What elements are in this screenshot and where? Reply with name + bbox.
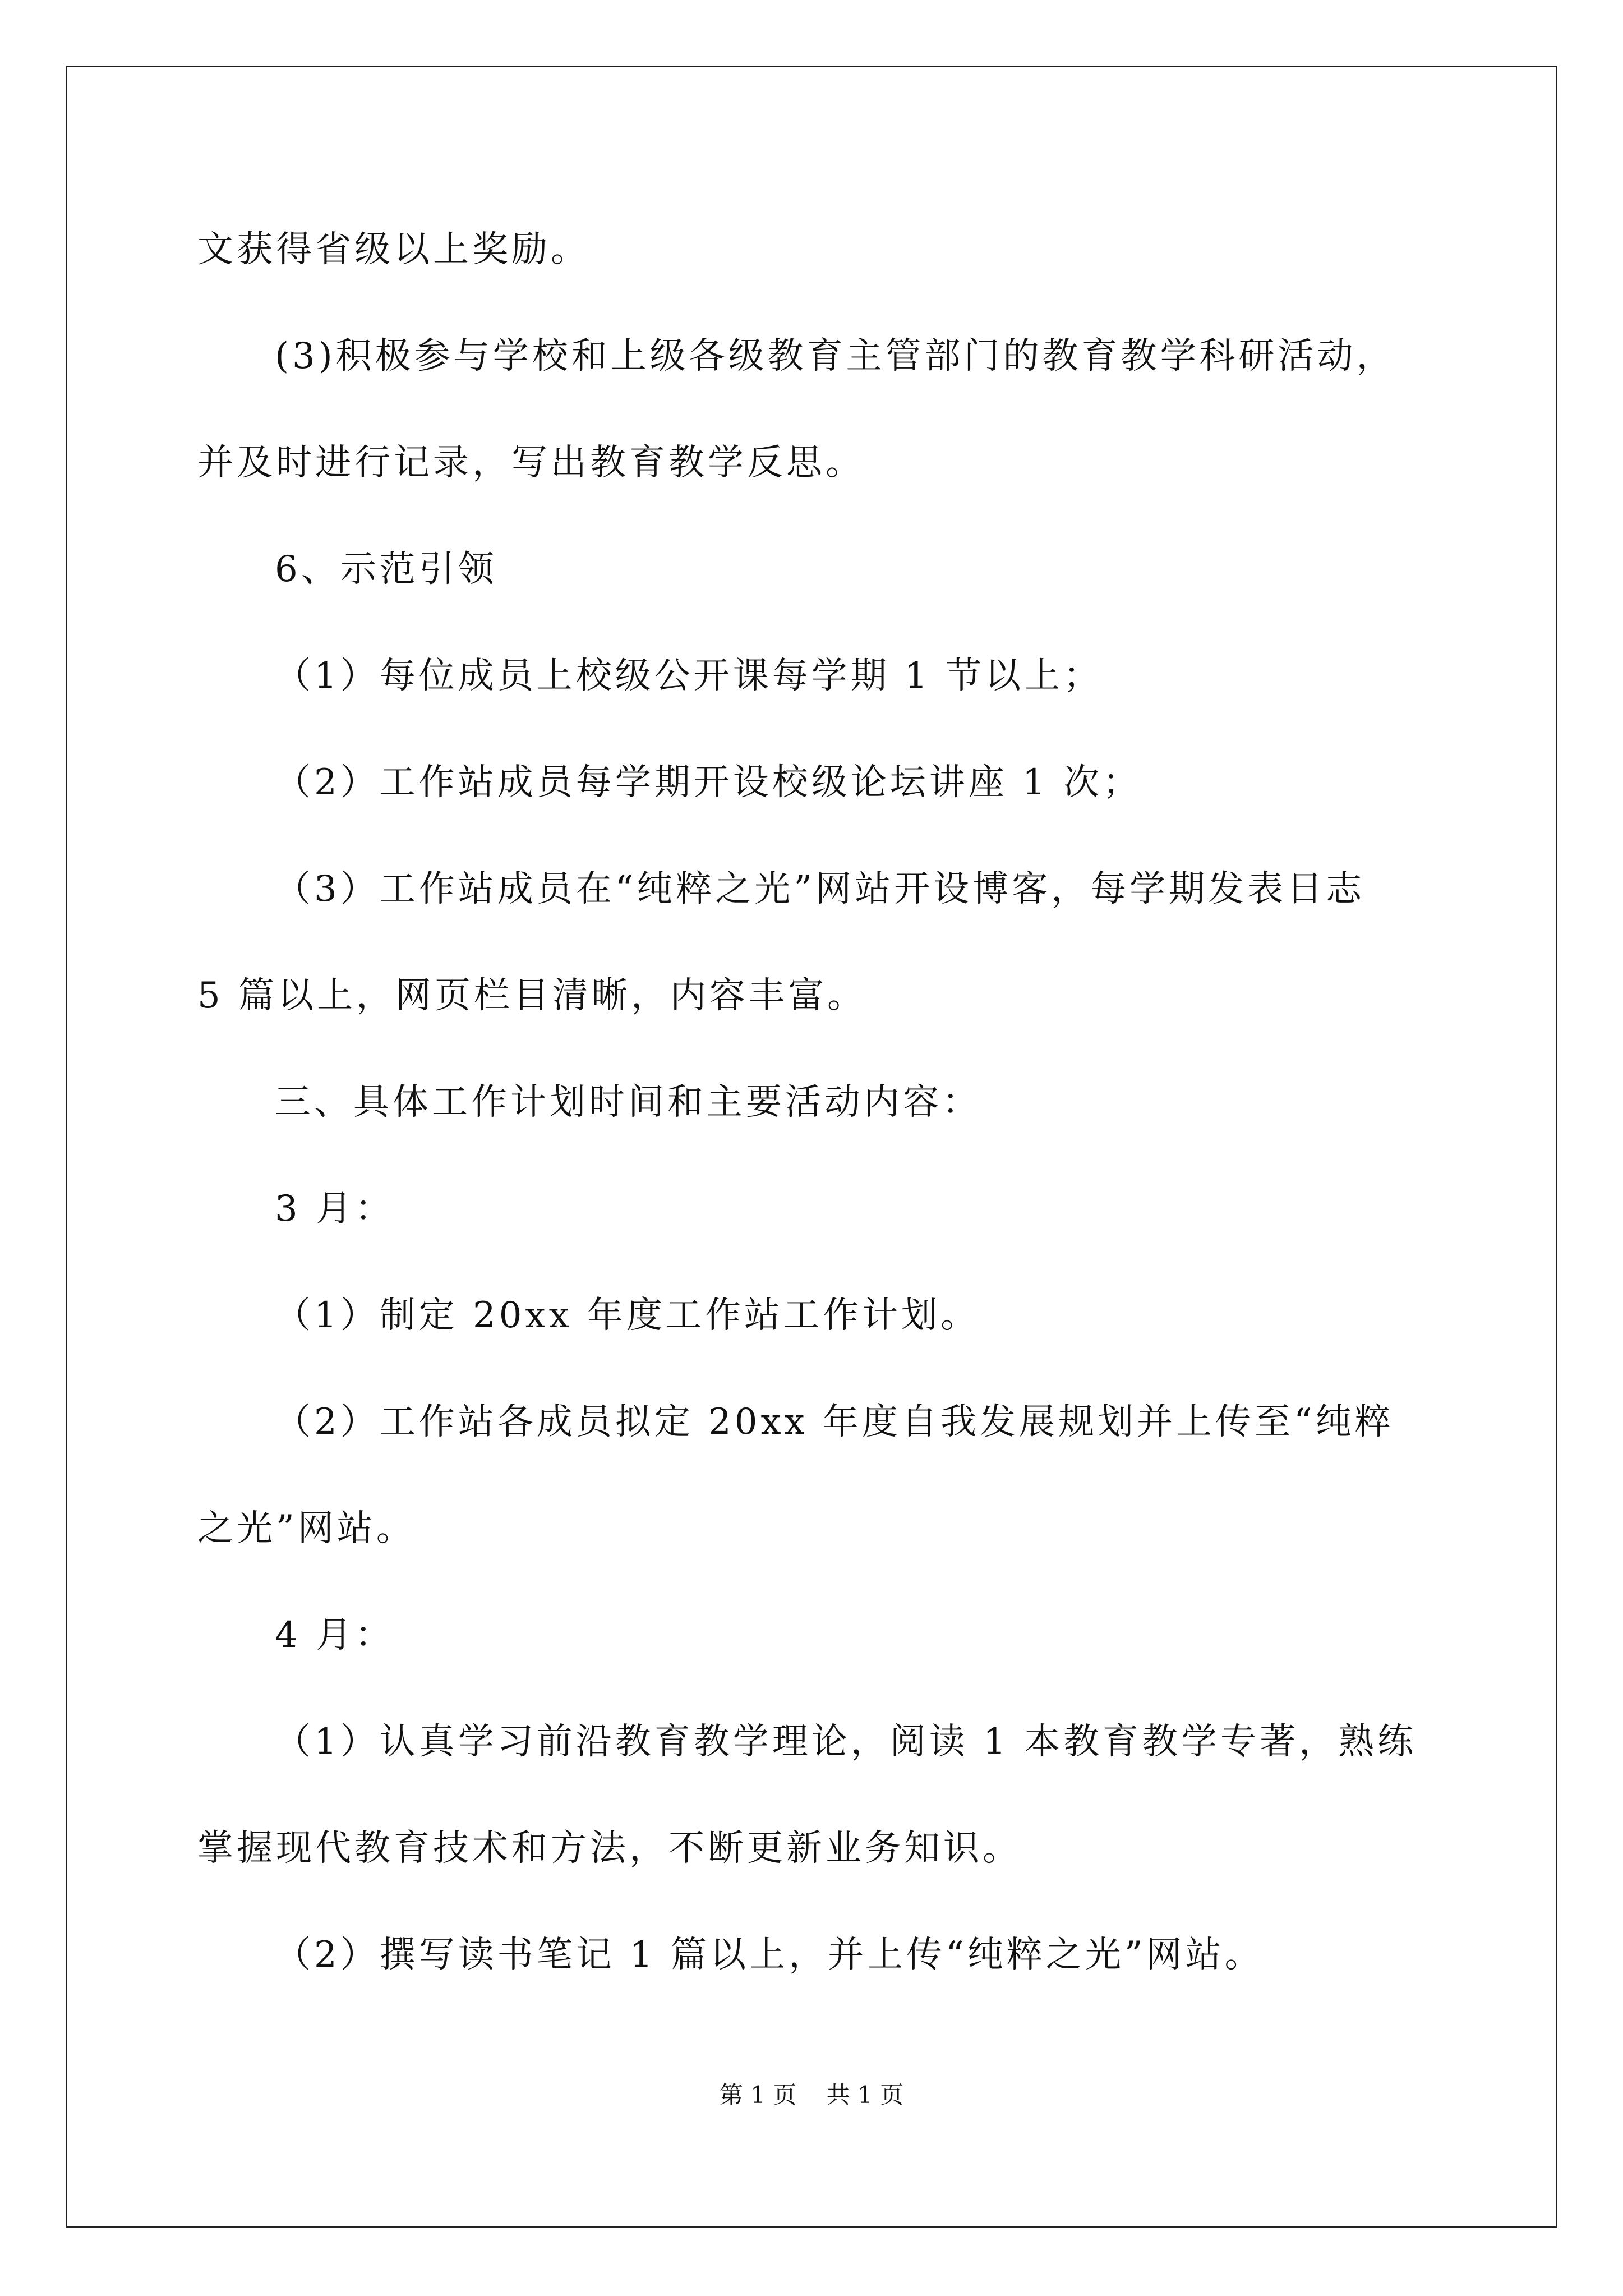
section-heading: 三、具体工作计划时间和主要活动内容：	[275, 1082, 981, 1123]
page-border	[66, 66, 1557, 2228]
text-line: （2）工作站成员每学期开设校级论坛讲座 1 次；	[275, 762, 1142, 803]
text-line: 之光”网站。	[197, 1508, 416, 1549]
text-line: 掌握现代教育技术和方法，不断更新业务知识。	[197, 1828, 1022, 1869]
text-line: 5 篇以上，网页栏目清晰，内容丰富。	[197, 975, 867, 1016]
text-line: (3)积极参与学校和上级各级教育主管部门的教育教学科研活动，	[275, 335, 1396, 377]
page-footer: 第 1 页 共 1 页	[719, 2081, 904, 2109]
month-heading: 3 月：	[275, 1188, 395, 1230]
text-line: 文获得省级以上奖励。	[197, 229, 590, 270]
text-line: 并及时进行记录，写出教育教学反思。	[197, 442, 865, 484]
text-line: （1）制定 20xx 年度工作站工作计划。	[275, 1295, 980, 1336]
text-line: （1）每位成员上校级公开课每学期 1 节以上；	[275, 655, 1103, 697]
text-line: （2）撰写读书笔记 1 篇以上，并上传“纯粹之光”网站。	[275, 1934, 1264, 1976]
text-line: （2）工作站各成员拟定 20xx 年度自我发展规划并上传至“纯粹	[275, 1401, 1394, 1443]
month-heading: 4 月：	[275, 1614, 395, 1656]
section-heading: 6、示范引领	[275, 549, 497, 590]
text-line: （1）认真学习前沿教育教学理论，阅读 1 本教育教学专著，熟练	[275, 1721, 1417, 1763]
text-line: （3）工作站成员在“纯粹之光”网站开设博客，每学期发表日志	[275, 868, 1366, 910]
